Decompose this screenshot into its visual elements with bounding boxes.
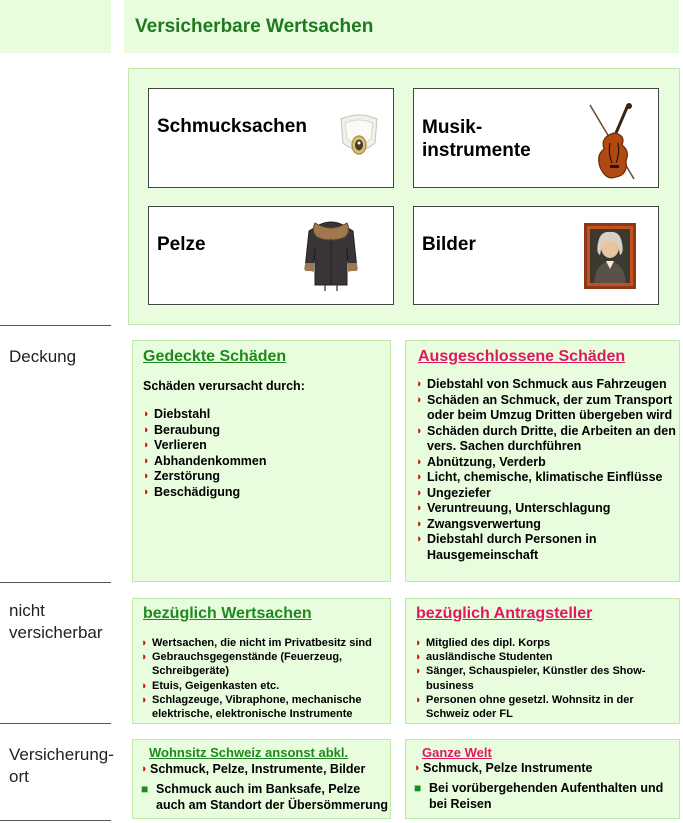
card-pelze — [148, 206, 394, 305]
page-title: Versicherbare Wertsachen — [135, 16, 374, 37]
list-item: ◗ Mitglied des dipl. Korps — [415, 637, 551, 649]
list-item: ◗ Schäden an Schmuck, der zum Transport oder beim Umzug Dritten übergeben wird — [416, 392, 673, 422]
location-switzerland-line — [141, 762, 389, 778]
divider-4 — [0, 820, 111, 821]
bullet-icon: ◗ — [416, 455, 423, 468]
location-switzerland-list — [141, 781, 391, 813]
bullet-icon: ◗ — [141, 693, 148, 706]
excluded-damages-list — [416, 377, 678, 563]
not-insurable-valuables-list — [141, 636, 389, 721]
bullet-icon: ◗ — [416, 517, 423, 530]
excluded-damages-heading: Ausgeschlossene Schäden — [418, 348, 626, 365]
list-item: ◗ Abhandenkommen — [143, 453, 267, 468]
bullet-icon: ◗ — [141, 637, 148, 649]
list-item: ◗ Diebstahl durch Personen in Hausgemeinschaft — [416, 532, 597, 562]
bullet-icon: ◗ — [143, 470, 150, 482]
list-item: ◗ Diebstahl — [143, 407, 211, 421]
not-insurable-valuables-panel — [132, 598, 391, 724]
square-bullet-icon: ■ — [141, 782, 149, 796]
list-item: ◗ Schmuck, Pelze Instrumente — [414, 761, 593, 775]
divider-1 — [0, 325, 111, 326]
bullet-icon: ◗ — [141, 763, 148, 775]
list-item: ◗ Beraubung — [143, 422, 220, 437]
bullet-icon: ◗ — [416, 424, 423, 437]
not-insurable-applicant-panel — [405, 598, 680, 724]
location-switzerland-panel — [132, 739, 391, 819]
card-label-musikinstrumente: Musik- instrumente — [422, 117, 531, 161]
list-item: ◗ Beschädigung — [143, 484, 241, 499]
card-bilder — [413, 206, 659, 305]
list-item: ◗ Sänger, Schauspieler, Künstler des Show-business — [415, 665, 646, 692]
divider-2 — [0, 582, 111, 583]
location-world-list — [414, 780, 676, 812]
list-item: ■ Bei vorübergehenden Aufenthalten und bei Reisen — [414, 781, 664, 811]
bullet-icon: ◗ — [416, 486, 423, 499]
bullet-icon: ◗ — [415, 637, 422, 649]
bullet-icon: ◗ — [415, 651, 422, 664]
not-insurable-valuables-heading: bezüglich Wertsachen — [143, 605, 312, 622]
violin-icon — [586, 103, 644, 183]
bullet-icon: ◗ — [143, 454, 150, 467]
bullet-icon: ◗ — [141, 651, 148, 664]
fur-coat-icon — [303, 217, 359, 293]
card-musikinstrumente — [413, 88, 659, 188]
list-item: ◗ ausländische Studenten — [415, 651, 553, 664]
location-switzerland-heading: Wohnsitz Schweiz ansonst abkl. — [149, 745, 349, 760]
list-item: ◗ Licht, chemische, klimatische Einflüsse — [416, 470, 663, 484]
covered-damages-heading: Gedeckte Schäden — [143, 348, 287, 365]
portrait-painting-icon — [584, 223, 636, 289]
bullet-icon: ◗ — [416, 533, 423, 545]
square-bullet-icon: ■ — [414, 781, 422, 795]
covered-damages-panel — [132, 340, 391, 582]
list-item: ■ Schmuck auch im Banksafe, Pelze auch am Standort der Übersömmerung — [141, 782, 388, 812]
bullet-icon: ◗ — [143, 408, 150, 420]
divider-3 — [0, 723, 111, 724]
bullet-icon: ◗ — [416, 378, 423, 390]
side-label-versicherungort: Versicherung- ort — [9, 745, 114, 786]
card-schmucksachen — [148, 88, 394, 188]
bullet-icon: ◗ — [414, 762, 421, 774]
card-label-bilder: Bilder — [422, 234, 476, 255]
card-label-schmucksachen: Schmucksachen — [157, 116, 307, 137]
location-world-line — [414, 761, 676, 777]
list-item: ◗ Abnützung, Verderb — [416, 454, 546, 469]
list-item: ◗ Verlieren — [143, 438, 207, 452]
side-label-nicht-versicherbar: nicht versicherbar — [9, 601, 103, 642]
list-item: ◗ Schmuck, Pelze, Instrumente, Bilder — [141, 762, 366, 776]
list-item: ◗ Schäden durch Dritte, die Arbeiten an den vers. Sachen durchführen — [416, 423, 676, 453]
necklace-icon — [337, 113, 381, 163]
header-bar — [124, 0, 679, 53]
list-item: ◗ Zwangsverwertung — [416, 516, 541, 531]
excluded-damages-panel — [405, 340, 680, 582]
bullet-icon: ◗ — [143, 485, 150, 498]
bullet-icon: ◗ — [141, 679, 148, 692]
list-item: ◗ Etuis, Geigenkasten etc. — [141, 679, 280, 692]
bullet-icon: ◗ — [415, 665, 422, 678]
list-item: ◗ Ungeziefer — [416, 485, 491, 500]
covered-damages-subheading: Schäden verursacht durch: — [143, 379, 305, 393]
list-item: ◗ Veruntreuung, Unterschlagung — [416, 501, 611, 515]
bullet-icon: ◗ — [416, 471, 423, 483]
bullet-icon: ◗ — [143, 439, 150, 451]
list-item: ◗ Schlagzeuge, Vibraphone, mechanische elektrische, elektronische Instrumente — [141, 693, 362, 721]
location-world-heading: Ganze Welt — [422, 745, 492, 760]
bullet-icon: ◗ — [143, 423, 150, 436]
not-insurable-applicant-heading: bezüglich Antragsteller — [416, 605, 593, 622]
list-item: ◗ Personen ohne gesetzl. Wohnsitz in der Schweiz oder FL — [415, 693, 634, 721]
list-item: ◗ Diebstahl von Schmuck aus Fahrzeugen — [416, 377, 667, 391]
list-item: ◗ Zerstörung — [143, 469, 220, 483]
card-label-pelze: Pelze — [157, 234, 206, 255]
bullet-icon: ◗ — [416, 502, 423, 514]
list-item: ◗ Wertsachen, die nicht im Privatbesitz sind — [141, 637, 372, 649]
side-label-deckung: Deckung — [9, 347, 77, 366]
covered-damages-list — [143, 407, 383, 500]
bullet-icon: ◗ — [416, 393, 423, 406]
not-insurable-applicant-list — [415, 636, 677, 721]
location-world-panel — [405, 739, 680, 819]
top-left-block — [0, 0, 111, 53]
list-item: ◗ Gebrauchsgegenstände (Feuerzeug, Schreibgeräte) — [141, 651, 343, 678]
bullet-icon: ◗ — [415, 693, 422, 706]
